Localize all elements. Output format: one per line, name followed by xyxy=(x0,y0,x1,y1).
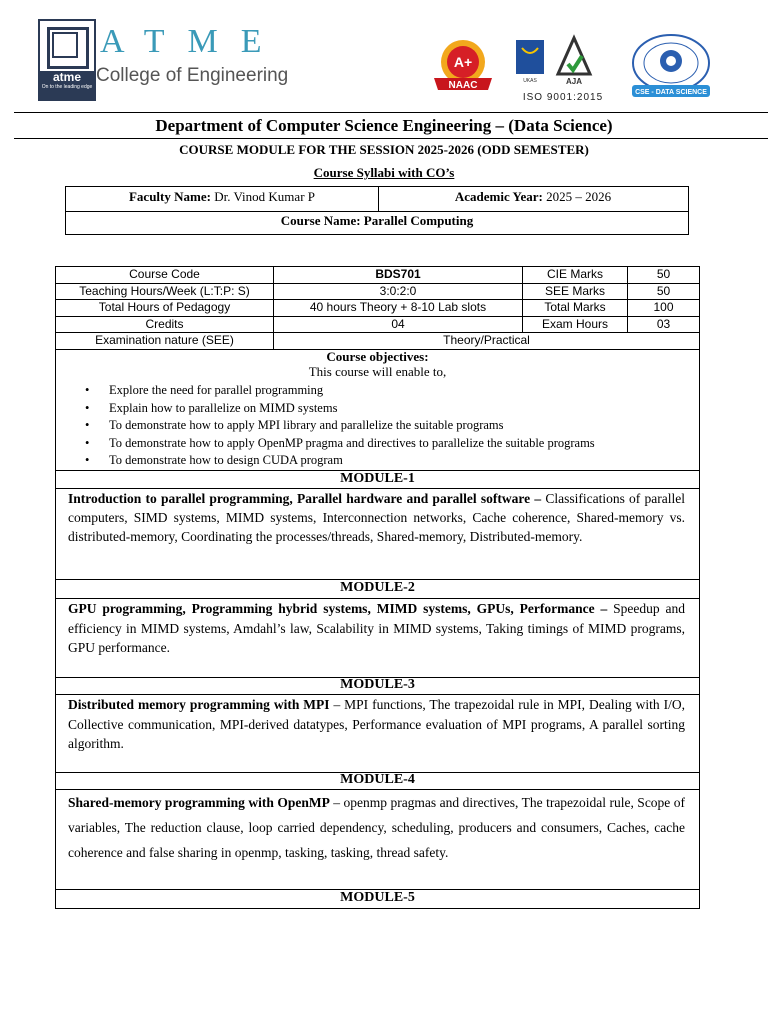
department-title: Department of Computer Science Engineering – (Data Science) xyxy=(155,116,613,135)
faculty-name-cell: Faculty Name: Dr. Vinod Kumar P xyxy=(66,187,379,211)
faculty-table xyxy=(65,186,689,235)
college-logo xyxy=(38,19,96,101)
exam-nature-label: Examination nature (SEE) xyxy=(95,333,234,347)
objectives-subtitle: This course will enable to, xyxy=(308,364,447,379)
academic-year-cell: Academic Year: 2025 – 2026 xyxy=(454,189,612,204)
course-name: Course Name: Parallel Computing xyxy=(280,213,474,228)
naac-badge-icon xyxy=(432,38,494,96)
see-marks: 50 xyxy=(656,284,671,298)
module-1-title: MODULE-1 xyxy=(340,471,415,486)
list-item: • To demonstrate how to design CUDA program xyxy=(56,452,699,470)
cie-marks-label: CIE Marks xyxy=(546,267,603,281)
header-rule xyxy=(14,112,768,113)
academic-year: 2025 – 2026 xyxy=(546,189,612,204)
faculty-name: Dr. Vinod Kumar P xyxy=(214,189,316,204)
course-code: BDS701 xyxy=(375,267,421,281)
exam-nature: Theory/Practical xyxy=(443,333,530,347)
logo-text: atme xyxy=(52,70,81,84)
header-rule-2 xyxy=(14,138,768,139)
course-code-label: Course Code xyxy=(129,267,200,281)
naac-grade: A+ xyxy=(453,54,473,70)
list-item: • Explain how to parallelize on MIMD systems xyxy=(56,400,699,418)
module-5-title: MODULE-5 xyxy=(340,890,415,905)
cie-marks: 50 xyxy=(656,267,671,281)
course-objectives xyxy=(56,350,699,470)
objectives-list xyxy=(56,382,699,470)
objectives-title: Course objectives: xyxy=(326,349,429,364)
module-4-content: Shared-memory programming with OpenMP – openmp pragmas and directives, The trapezoidal rule, Scope of variables, The reduction clause, loop carried dependency, scheduling, producers and consumers, Caches, cache coherence and false sharing in openmp, tasking, tasking, thread safety. xyxy=(68,795,685,860)
module-2-content: GPU programming, Programming hybrid systems, MIMD systems, GPUs, Performance – Speedup and efficiency in MIMD systems, Amdahl’s law, Scalability in MIMD systems, Taking timings of MIMD programs, GPU performance. xyxy=(68,601,686,655)
session-title: COURSE MODULE FOR THE SESSION 2025-2026 (ODD SEMESTER) xyxy=(179,142,589,157)
brand-name: ATME xyxy=(100,23,285,60)
total-marks-label: Total Marks xyxy=(544,300,606,314)
module-3-content: Distributed memory programming with MPI – MPI functions, The trapezoidal rule in MPI, Dealing with I/O, Collective communication, MPI-derived datatypes, Performance evaluation of MPI programs, A parallel sorting algorithm. xyxy=(68,697,685,751)
list-item: • To demonstrate how to apply OpenMP pragma and directives to parallelize the suitable programs xyxy=(56,435,699,453)
logo-tagline: On to the leading edge xyxy=(41,84,93,90)
teaching-hours-label: Teaching Hours/Week (L:T:P: S) xyxy=(79,284,250,298)
course-table xyxy=(55,266,700,909)
iso-certification-icon xyxy=(510,34,616,104)
total-marks: 100 xyxy=(653,300,674,314)
exam-hours: 03 xyxy=(656,317,671,331)
pedagogy-hours-label: Total Hours of Pedagogy xyxy=(98,300,231,314)
see-marks-label: SEE Marks xyxy=(544,284,605,298)
pedagogy-hours: 40 hours Theory + 8-10 Lab slots xyxy=(309,300,487,314)
college-name: College of Engineering xyxy=(96,65,289,86)
ukas-label: UKAS xyxy=(523,78,537,84)
syllabi-title: Course Syllabi with CO’s xyxy=(313,165,455,180)
exam-hours-label: Exam Hours xyxy=(541,317,609,331)
teaching-hours: 3:0:2:0 xyxy=(379,284,417,298)
credits: 04 xyxy=(391,317,405,331)
department-seal-icon xyxy=(630,33,712,99)
module-3-title: MODULE-3 xyxy=(340,677,415,692)
iso-label: ISO 9001:2015 xyxy=(522,92,604,103)
module-2-title: MODULE-2 xyxy=(340,580,415,595)
list-item: • Explore the need for parallel programming xyxy=(56,382,699,400)
seal-label: CSE - DATA SCIENCE xyxy=(635,89,707,96)
module-4-title: MODULE-4 xyxy=(340,772,415,787)
list-item: • To demonstrate how to apply MPI library and parallelize the suitable programs xyxy=(56,417,699,435)
credits-label: Credits xyxy=(145,317,184,331)
naac-label: NAAC xyxy=(448,80,478,91)
aja-label: AJA xyxy=(565,77,583,86)
module-1-content: Introduction to parallel programming, Parallel hardware and parallel software – Classifications of parallel computers, SIMD systems, MIMD systems, Interconnection networks, Cache coherence, Shared-memory vs. distributed-memory, Coordinating the processes/threads, Shared-memory, Distributed-memory. xyxy=(68,491,685,544)
